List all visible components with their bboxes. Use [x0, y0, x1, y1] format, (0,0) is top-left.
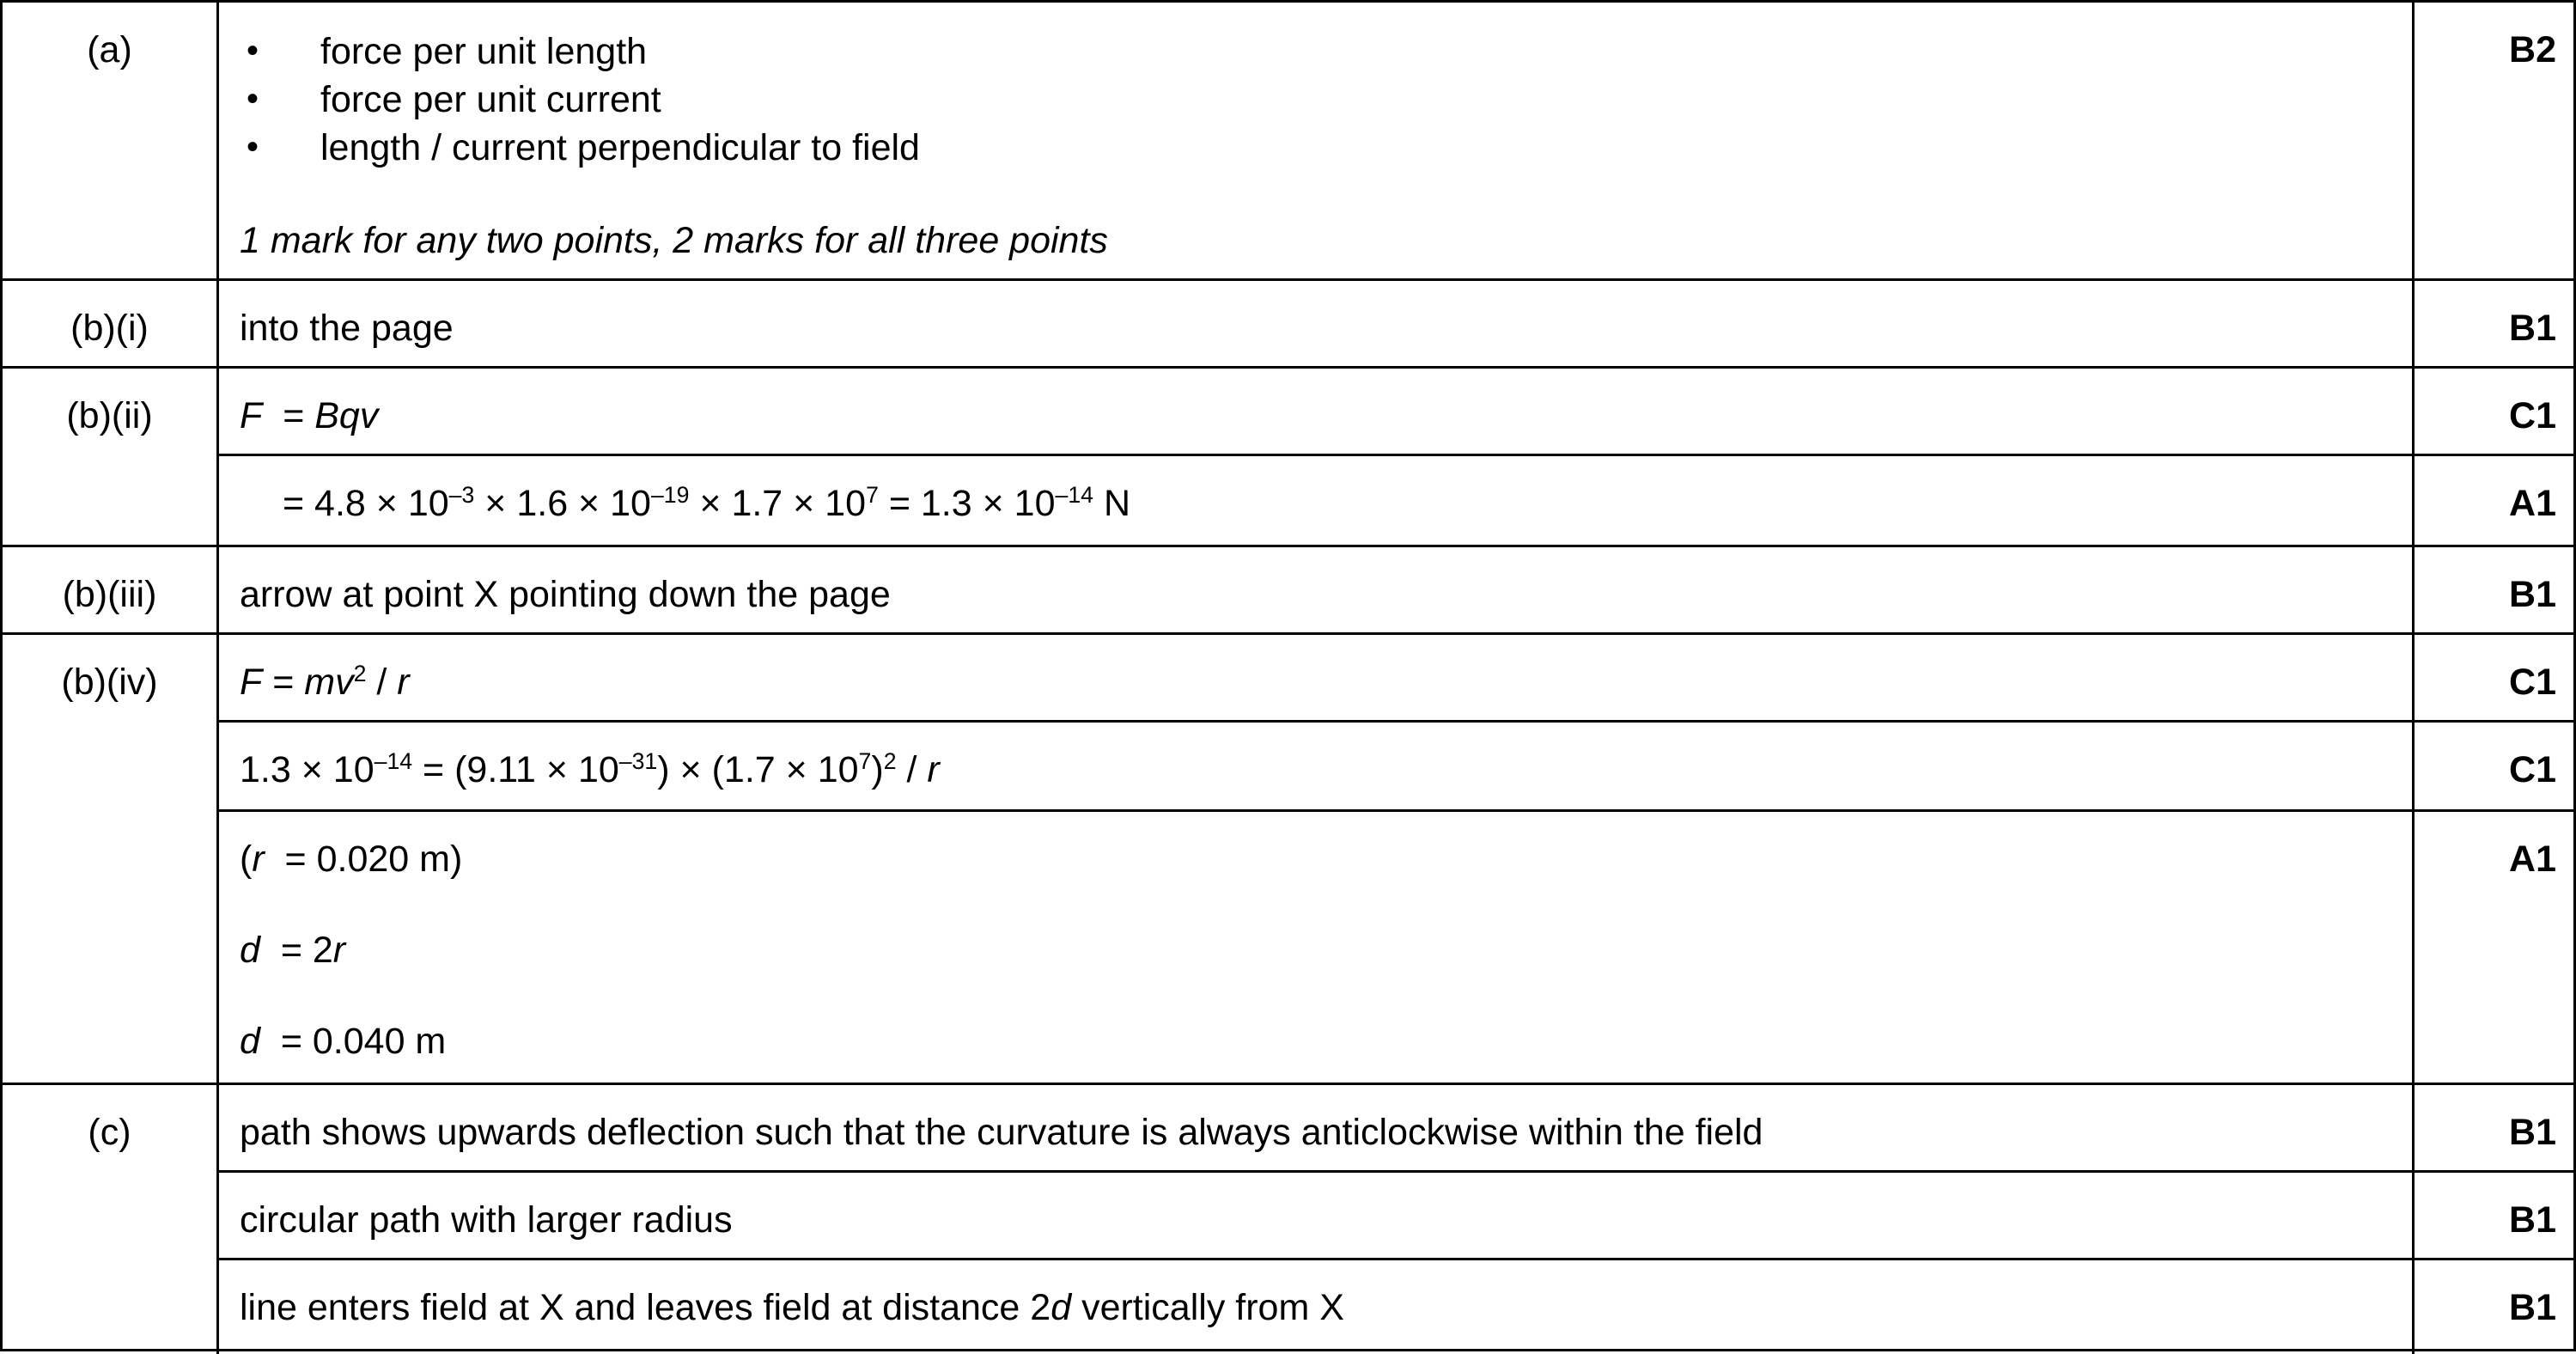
exponent: –19 — [650, 482, 690, 509]
mark-c-line2: B1 — [2415, 1173, 2576, 1260]
symbol-d: d — [240, 930, 260, 971]
symbol-r: r — [332, 930, 346, 971]
calc-text: × 1.6 × 10 — [474, 483, 651, 524]
answer-a-bullets — [240, 28, 2412, 173]
equals: = — [262, 662, 305, 703]
exponent: 2 — [883, 748, 897, 775]
exponent: –31 — [618, 748, 658, 775]
equals: = — [283, 395, 315, 436]
answer-b-ii-step1 — [219, 369, 2415, 456]
bullet-item: • force per unit current — [240, 76, 2412, 125]
diameter-expr: = 2 — [270, 930, 333, 971]
symbol-r: r — [927, 749, 940, 790]
calc-text: = 1.3 × 10 — [878, 483, 1056, 524]
answer-b-iii: arrow at point X pointing down the page — [219, 547, 2415, 635]
exponent: 7 — [858, 748, 872, 775]
answer-b-i: into the page — [219, 281, 2415, 369]
mark-c-line3: B1 — [2509, 1287, 2556, 1328]
exponent: –14 — [1055, 482, 1093, 509]
mark-b-i: B1 — [2415, 281, 2576, 369]
radius-value: = 0.020 m) — [274, 839, 463, 880]
marking-note: 1 mark for any two points, 2 marks for all three points — [240, 220, 1108, 261]
paren: ( — [240, 839, 253, 880]
mark-b-iv-step1: C1 — [2415, 635, 2576, 723]
part-label-b-i: (b)(i) — [3, 281, 219, 369]
calc-text: ) × (1.7 × 10 — [657, 749, 859, 790]
formula-Bqv: Bqv — [314, 395, 379, 436]
diameter-line — [240, 927, 2412, 1018]
answer-b-iv-step2 — [219, 723, 2415, 812]
symbol-mv: mv — [304, 662, 354, 703]
bullet-item: • length / current perpendicular to field — [240, 125, 2412, 173]
calc-text: × 1.7 × 10 — [689, 483, 867, 524]
exponent: –14 — [374, 748, 413, 775]
mark-c-line1: B1 — [2415, 1085, 2576, 1173]
mark-a: B2 — [2415, 3, 2576, 281]
divide: / — [896, 749, 928, 790]
exponent: –3 — [448, 482, 475, 509]
diameter-value: = 0.040 m — [270, 1021, 447, 1062]
radius-line — [240, 836, 2412, 927]
mark-b-iii: B1 — [2415, 547, 2576, 635]
answer-a — [219, 3, 2415, 281]
calc-text: = 4.8 × 10 — [283, 483, 449, 524]
answer-b-ii-step2 — [219, 456, 2415, 547]
answer-b-iv-step3 — [219, 812, 2415, 1085]
part-label-b-ii: (b)(ii) — [3, 369, 219, 547]
answer-text: line enters field at X and leaves field at distance 2 — [240, 1287, 1051, 1328]
part-label-b-iv: (b)(iv) — [3, 635, 219, 1085]
answer-c-line1: path shows upwards deflection such that the curvature is always anticlockwise within the field — [219, 1085, 2415, 1173]
mark-b-ii-step2: A1 — [2415, 456, 2576, 547]
part-label-c: (c) — [3, 1085, 219, 1354]
exponent: 7 — [866, 482, 879, 509]
calc-text: 1.3 × 10 — [240, 749, 375, 790]
bullet-item: • force per unit length — [240, 28, 2412, 76]
exponent: 2 — [353, 661, 367, 687]
calc-text: ) — [871, 749, 884, 790]
divide: / — [366, 662, 398, 703]
symbol-d: d — [1050, 1287, 1072, 1328]
symbol-F: F — [240, 395, 263, 436]
answer-b-iv-step1 — [219, 635, 2415, 723]
mark-b-ii-step1: C1 — [2415, 369, 2576, 456]
answer-c-line3 — [219, 1260, 2415, 1354]
answer-c-line2: circular path with larger radius — [219, 1173, 2415, 1260]
symbol-d: d — [240, 1021, 260, 1062]
symbol-r: r — [252, 839, 265, 880]
mark-b-iv-step3: A1 — [2415, 812, 2576, 1085]
part-label-b-iii: (b)(iii) — [3, 547, 219, 635]
part-label-a: (a) — [3, 3, 219, 281]
diameter-value-line — [240, 1018, 2412, 1085]
calc-text: = (9.11 × 10 — [412, 749, 619, 790]
symbol-F: F — [240, 662, 263, 703]
answer-text: vertically from X — [1071, 1287, 1344, 1328]
mark-b-iv-step2: C1 — [2415, 723, 2576, 812]
symbol-r: r — [397, 662, 410, 703]
unit: N — [1093, 483, 1130, 524]
